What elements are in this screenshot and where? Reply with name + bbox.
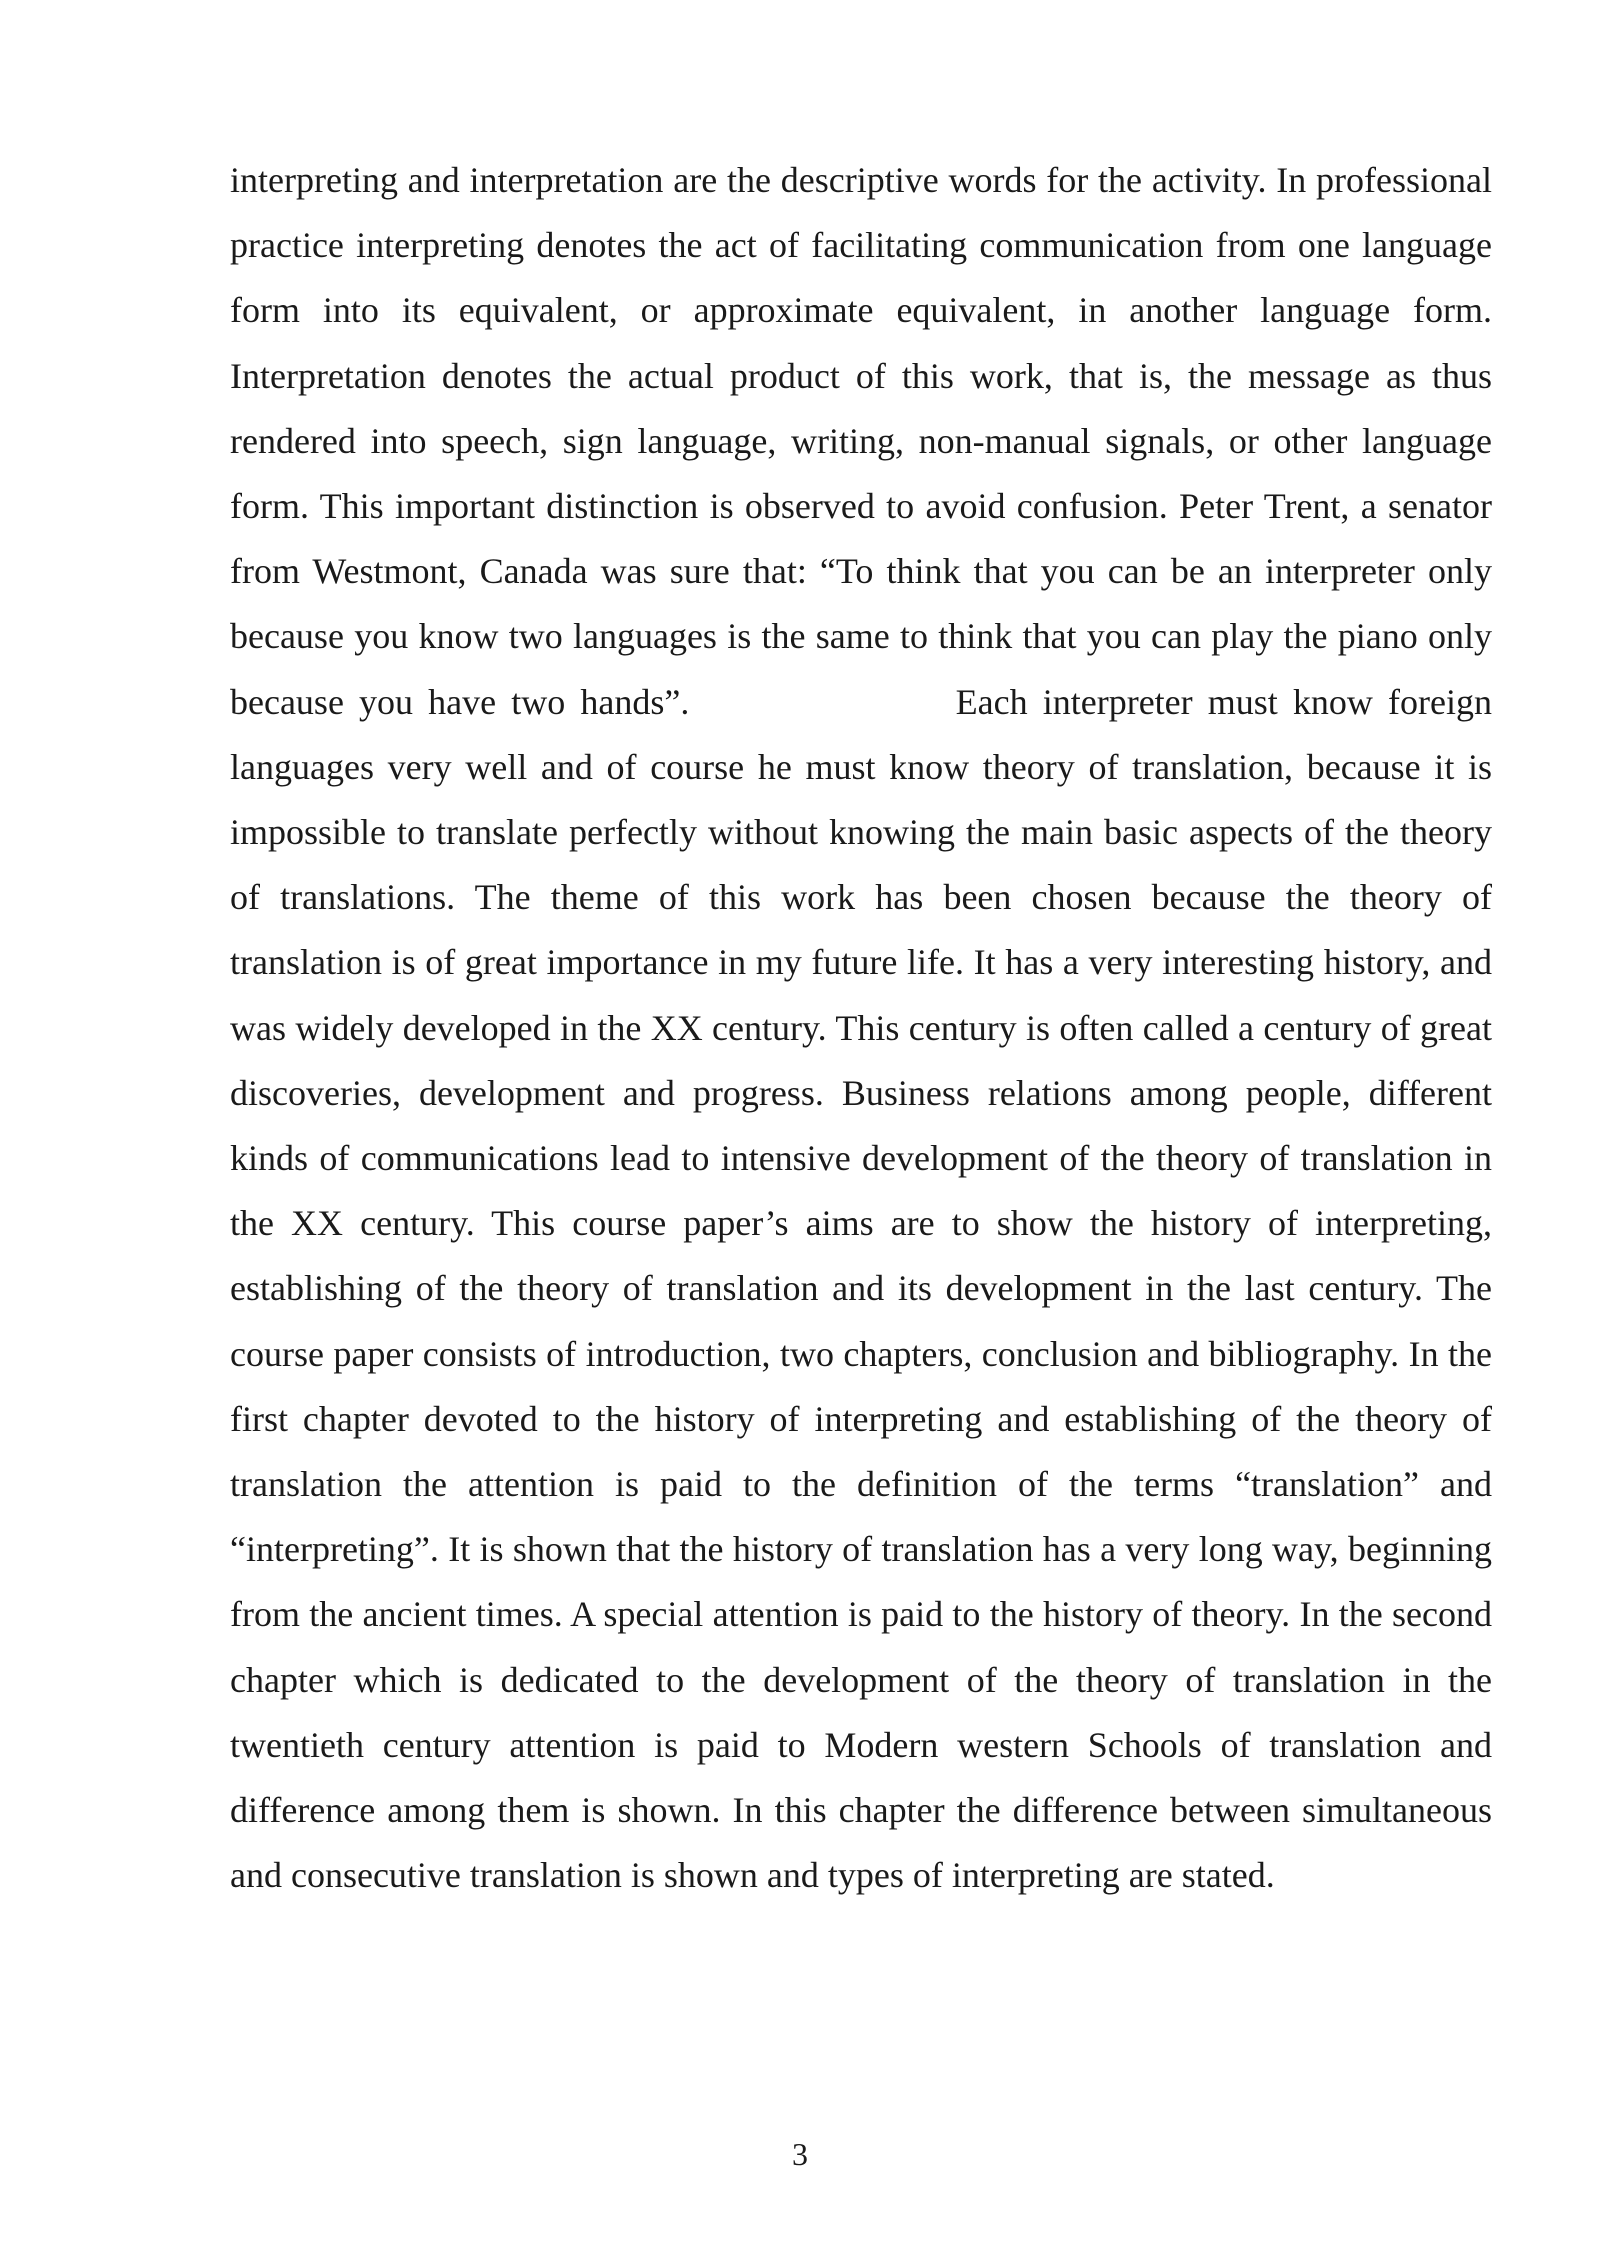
paragraph-text-part-1: interpreting and interpretation are the descriptive words for the activity. In professional practice interpreting denotes the act of facilitating communication from one language form into its equivalent, or approximate equivalent, in another language form. Interpretation denotes the actual product of this work, that is, the message as thus rendered into speech, sign language, writing, non-manual signals, or other language form. This important distinction is observed to avoid confusion. Peter Trent, a senator from Westmont, Canada was sure that: “To think that you can be an interpreter only because you know two languages is the same to think that you can play the piano only because you have two hands”. — [230, 160, 1492, 722]
paragraph-text-part-2: Each interpreter must know foreign languages very well and of course he must know theory of translation, because it is impossible to translate perfectly without knowing the main basic aspects of the theory of translations. The theme of this work has been chosen because the theory of translation is of great importance in my future life. It has a very interesting history, and was widely developed in the XX century. This century is often called a century of great discoveries, development and progress. Business relations among people, different kinds of communications lead to intensive development of the theory of translation in the XX century. This course paper’s aims are to show the history of interpreting, establishing of the theory of translation and its development in the last century. The course paper consists of introduction, two chapters, conclusion and bibliography. In the first chapter devoted to the history of interpreting and establishing of the theory of translation the attention is paid to the definition of the terms “translation” and “interpreting”. It is shown that the history of translation has a very long way, beginning from the ancient times. A special attention is paid to the history of theory. In the second chapter which is dedicated to the development of the theory of translation in the twentieth century attention is paid to Modern western Schools of translation and difference among them is shown. In this chapter the difference between simultaneous and consecutive translation is shown and types of interpreting are stated. — [230, 681, 1493, 1896]
body-paragraph — [230, 148, 1492, 1908]
page-number: 3 — [792, 2136, 808, 2172]
